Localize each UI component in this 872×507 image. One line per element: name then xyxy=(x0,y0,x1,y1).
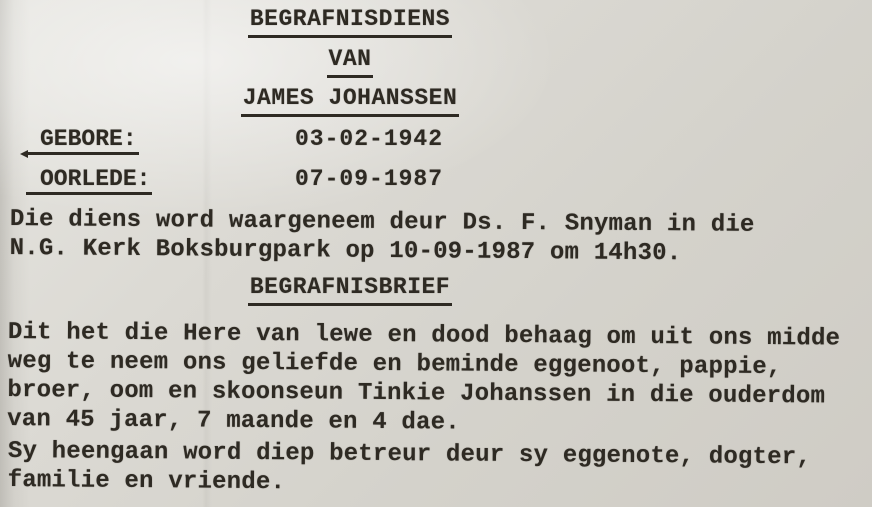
obituary-paragraph: Dit het die Here van lewe en dood behaag om uit ons midde weg te neem ons geliefde en beminde eggenoot, pappie, broer, oom en skoonseun Tinkie Johanssen in die ouderdom van 45 jaar, 7 maande en 4 dae. xyxy=(7,318,841,437)
died-date: 07-09-1987 xyxy=(295,166,444,192)
born-label: GEBORE: xyxy=(40,126,137,155)
closing-paragraph: Sy heengaan word diep betreur deur sy eggenote, dogter, familie en vriende. xyxy=(7,437,812,497)
deceased-name: JAMES JOHANSSEN xyxy=(241,85,460,117)
died-label-wrap xyxy=(40,166,150,195)
document-subtitle: VAN xyxy=(327,46,374,78)
section-heading: BEGRAFNISBRIEF xyxy=(248,274,452,306)
document-title: BEGRAFNISDIENS xyxy=(248,6,452,38)
died-row xyxy=(0,166,872,196)
section-heading-row xyxy=(0,274,700,306)
died-label: OORLEDE: xyxy=(40,166,150,195)
document-subtitle-row xyxy=(0,46,700,78)
born-label-wrap xyxy=(40,126,137,155)
service-notice: Die diens word waargeneem deur Ds. F. Snyman in die N.G. Kerk Boksburgpark op 10-09-1987 om 14h30. xyxy=(9,205,755,268)
deceased-name-row xyxy=(0,85,700,117)
born-row xyxy=(0,126,872,156)
born-date: 03-02-1942 xyxy=(295,126,444,152)
document-title-row xyxy=(0,6,700,38)
